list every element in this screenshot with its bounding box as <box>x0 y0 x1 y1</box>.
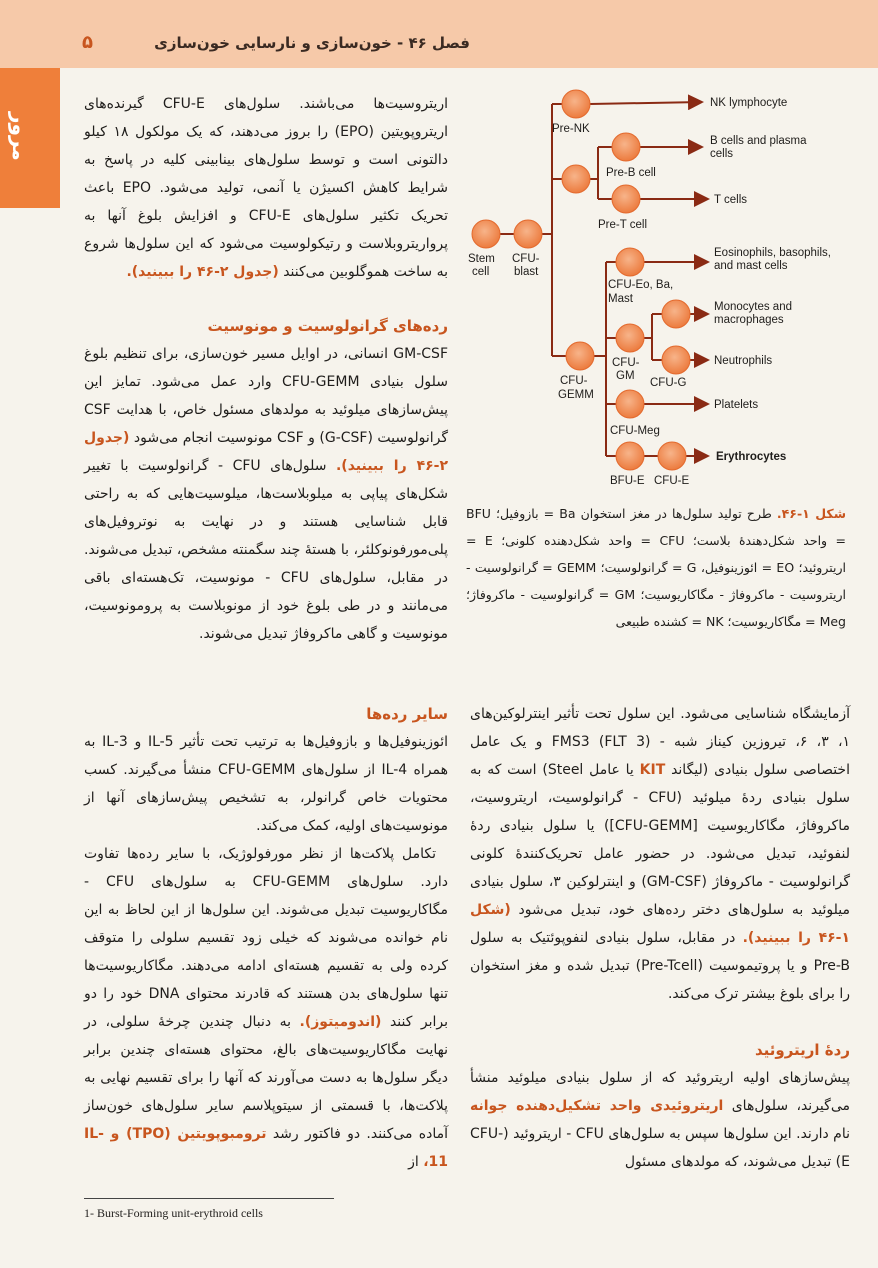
label-cfu-e: CFU-E <box>654 475 690 487</box>
table-reference: (جدول ۲-۴۶ را ببینید). <box>126 264 279 280</box>
cfu-gm-node <box>616 324 644 352</box>
term-highlight: اریتروئیدی واحد تشکیل‌دهنده جوانه <box>470 1098 724 1114</box>
paragraph: اریتروسیت‌ها می‌باشند. سلول‌های CFU-E گیرنده‌های اریتروپویتین (EPO) را بروز می‌دهند، که یک مولکول ۱۸ کیلو دالتونی است و توسط سلول‌های بینابینی کلیه در پاسخ به شرایط کاهش اکسیژن یا آنمی، تولید می‌شود. EPO باعث تحریک تکثیر سلول‌های CFU-E و افزایش بلوغ آنها به پرواریتروبلاست و رتیکولوسیت می‌شود که این سلول‌ها شروع به ساخت هموگلوبین می‌کنند (جدول ۲-۴۶ را ببینید). <box>84 96 449 280</box>
lymphoid-node <box>562 165 590 193</box>
pre-t-node <box>612 185 640 213</box>
term-highlight: (اندومیتوز). <box>299 1014 382 1030</box>
figure-reference: (شکل ۱-۴۶ را ببینید). <box>470 902 851 946</box>
figure-caption-text: طرح تولید سلول‌ها در مغز استخوان Ba = بازوفیل؛ BFU = واحد شکل‌دهندهٔ بلاست؛ CFU = واحد شکل‌دهنده کلونی؛ E = اریتروئید؛ EO = ائوزینوفیل، G = گرانولوسیت؛ GEMM = گرانولوسیت - اریتروسیت - ماکروفاژ - مگاکاریوسیت؛ GM = گرانولوسیت - ماکروفاژ؛ Meg = مگاکاریوسیت؛ NK = کشنده طبیعی <box>466 506 847 629</box>
label-cfu-gemm: CFU-GEMM <box>558 375 594 401</box>
stem-cell-node <box>472 220 500 248</box>
paragraph: آزمایشگاه شناسایی می‌شود. این سلول تحت تأثیر اینترلوکین‌های ۱، ۳، ۶، تیروزین کیناز شبه - FMS3 (FLT 3) و یک عامل اختصاصی سلول بنیادی (لیگاند KIT یا عامل Steel) است که به سلول بنیادی ردهٔ میلوئید (CFU - گرانولوسیت، اریتروسیت، ماکروفاژ، مگاکاریوسیت [CFU-GEMM]) یا سلول بنیادی ردهٔ لنفوئید، تبدیل می‌شود. در حضور عامل تحریک‌کنندهٔ کلونی گرانولوسیت - ماکروفاژ (GM-CSF) و اینترلوکین ۳، سلول بنیادی میلوئید به سلول‌های دختر رده‌های خود، تبدیل می‌شود (شکل ۱-۴۶ را ببینید). در مقابل، سلول بنیادی لنفوپوئتیک به سلول Pre-B و یا پروتیموسیت (Pre-Tcell) تبدیل شده و مغز استخوان را برای بلوغ بیشتر ترک می‌کند. <box>470 706 851 1002</box>
label-pre-b: Pre-B cell <box>606 167 656 179</box>
label-cfu-eo: CFU-Eo, Ba, Mast <box>608 279 674 305</box>
output-eos: Eosinophils, basophils, and mast cells <box>714 247 831 272</box>
section-heading: رده‌های گرانولوسیت و مونوسیت <box>207 317 448 335</box>
output-mono: Monocytes and macrophages <box>714 301 792 326</box>
footnote-rule <box>84 1198 334 1199</box>
section-heading: سایر رده‌ها <box>366 705 448 723</box>
table-reference: (جدول ۲-۴۶ را ببینید). <box>84 430 449 474</box>
side-tab-label: مرور <box>8 112 32 161</box>
chapter-title: فصل ۴۶ - خون‌سازی و نارسایی خون‌سازی <box>154 34 470 52</box>
right-column-bottom <box>84 700 448 1176</box>
cfu-meg-node <box>616 390 644 418</box>
output-nk: NK lymphocyte <box>710 97 788 109</box>
bfu-e-node <box>616 442 644 470</box>
label-pre-nk: Pre-NK <box>552 123 590 135</box>
page-number: ۵ <box>82 32 93 53</box>
pre-nk-node <box>562 90 590 118</box>
side-tab <box>0 68 60 208</box>
cfu-g-node <box>662 346 690 374</box>
footnote: 1- Burst-Forming unit-erythroid cells <box>84 1206 263 1220</box>
cfu-m-node <box>662 300 690 328</box>
label-stem: Stem cell <box>468 253 495 278</box>
label-cfu-g: CFU-G <box>650 377 687 389</box>
cfu-eo-node <box>616 248 644 276</box>
left-column-bottom <box>470 700 850 1176</box>
output-t-cells: T cells <box>714 194 748 206</box>
figure-caption <box>466 500 846 635</box>
figure-label: شکل ۱-۴۶. <box>776 506 846 521</box>
right-column-top <box>84 90 448 648</box>
paragraph: پیش‌سازهای اولیه اریتروئید که از سلول بنیادی میلوئید منشأ می‌گیرند، سلول‌های اریتروئیدی واحد تشکیل‌دهنده جوانه نام دارند. این سلول‌ها سپس به سلول‌های CFU - اریتروئید (CFU-E) تبدیل می‌شوند، که مولدهای مسئول <box>470 1070 851 1170</box>
section-heading: ردهٔ اریتروئید <box>754 1041 850 1059</box>
cfu-e-node <box>658 442 686 470</box>
paragraph: GM-CSF انسانی، در اوایل مسیر خون‌سازی، برای تنظیم بلوغ سلول بنیادی CFU-GEMM وارد عمل می‌شود. تمایز این پیش‌سازهای میلوئید به مولدهای مسئول خاص، با هدایت CSF گرانولوسیت (G-CSF) و CSF مونوسیت انجام می‌شود (جدول ۲-۴۶ را ببینید). سلول‌های CFU - گرانولوسیت با تغییر شکل‌های پیاپی به میلوبلاست‌ها، میلوسیت‌هایی که به راحتی قابل شناسایی هستند و در نهایت به نوتروفیل‌های پلی‌مورفونوکلئر، با هستهٔ چند سگمنته مشخص، تبدیل می‌شوند. در مقابل، سلول‌های CFU - مونوسیت، تک‌هسته‌ای باقی می‌مانند و در طی بلوغ خود از مونوبلاست به پرومونوسیت، مونوسیت و گاهی ماکروفاژ تبدیل می‌شوند. <box>84 346 449 642</box>
pre-b-node <box>612 133 640 161</box>
paragraph: تکامل پلاکت‌ها از نظر مورفولوژیک، با سایر رده‌ها تفاوت دارد. سلول‌های CFU-GEMM به سلول‌های CFU - مگاکاریوسیت تبدیل می‌شوند. این سلول‌ها از این لحاظ به این نام خوانده می‌شوند که خیلی زود تقسیم سلولی را متوقف کرده ولی به تقسیم هسته‌ای ادامه می‌دهند. مگاکاریوسیت‌ها تنها سلول‌های بدن هستند که قادرند محتوای DNA خود را دو برابر کنند (اندومیتوز). به دنبال چندین چرخهٔ سلولی، در نهایت مگاکاریوسیت‌های بالغ، محتوای هسته‌ای چندین برابر دیگر سلول‌ها به دست می‌آورند که آنها را برای تقسیم نهایی به پلاکت‌ها، با قسمتی از سیتوپلاسم سایر سلول‌های خون‌ساز آماده می‌کنند. دو فاکتور رشد ترومبوپویتین (TPO) و IL-11، از <box>84 846 449 1170</box>
output-neut: Neutrophils <box>714 355 773 367</box>
paragraph: ائوزینوفیل‌ها و بازوفیل‌ها به ترتیب تحت تأثیر IL-5 و IL-3 به همراه IL-4 از سلول‌های CFU-GEMM منشأ می‌گیرند. کسب محتویات خاص گرانولر، به تشخیص پیش‌سازهای آنها از مونوسیت‌های اولیه، کمک می‌کند. <box>84 734 448 834</box>
label-cfu-meg: CFU-Meg <box>610 425 660 437</box>
output-b-cells: B cells and plasma cells <box>710 135 807 160</box>
label-cfu-gm: CFU-GM <box>612 357 640 382</box>
page-header <box>0 0 878 68</box>
label-pre-t: Pre-T cell <box>598 219 647 231</box>
term-highlight: ترومبوپویتین (TPO) و IL-11، <box>84 1126 448 1170</box>
cfu-blast-node <box>514 220 542 248</box>
output-ery: Erythrocytes <box>716 451 787 463</box>
term-highlight: KIT <box>639 762 666 778</box>
hematopoiesis-diagram <box>462 84 862 494</box>
label-cfu-blast: CFU-blast <box>512 253 540 278</box>
cfu-gemm-node <box>566 342 594 370</box>
output-plt: Platelets <box>714 399 759 411</box>
label-bfu-e: BFU-E <box>610 475 645 487</box>
